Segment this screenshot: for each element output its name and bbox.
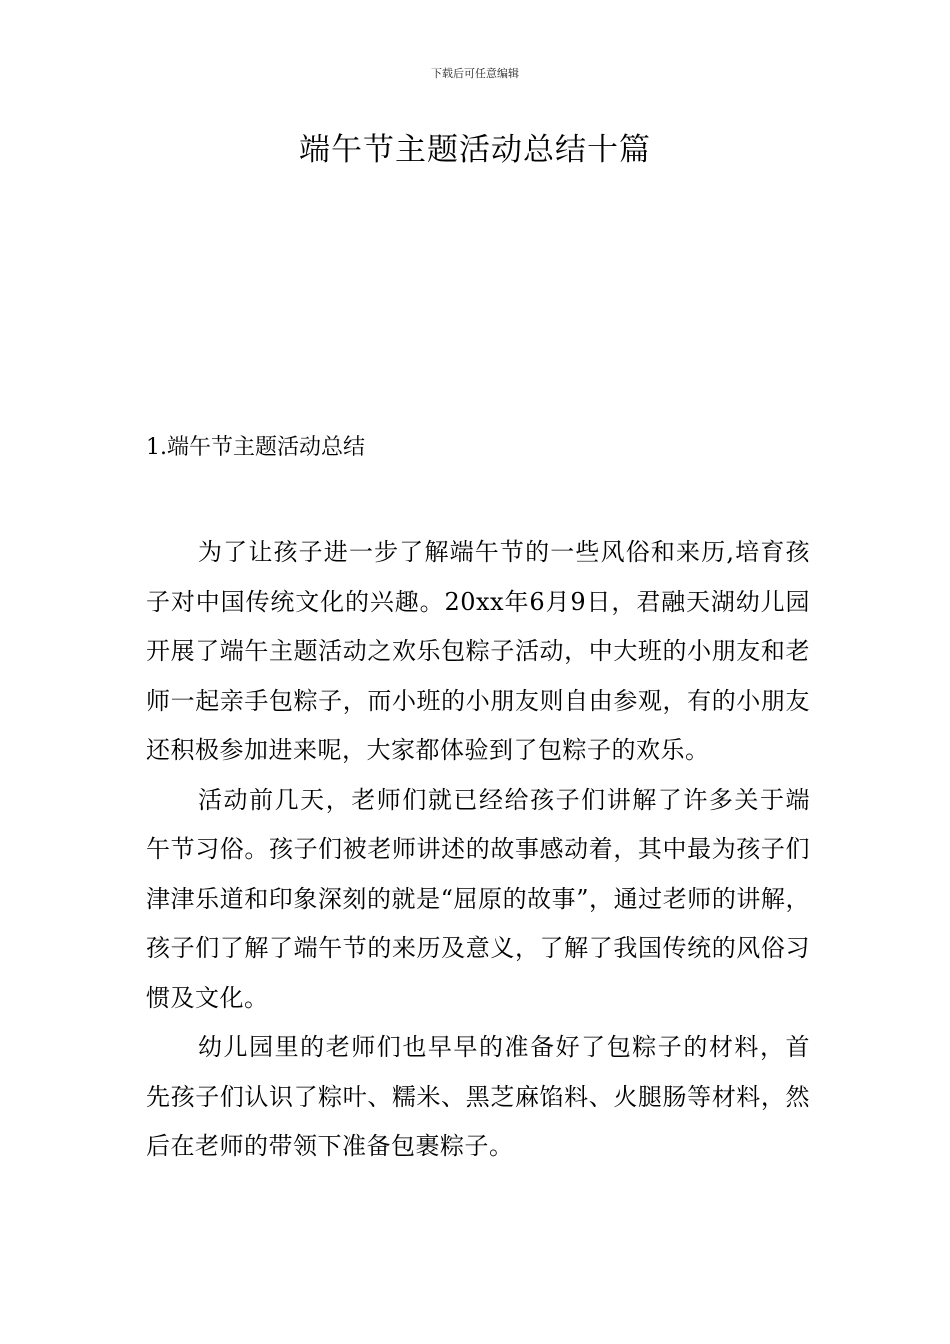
body-text: [146, 528, 810, 1172]
section-heading: 1.端午节主题活动总结: [146, 435, 365, 460]
document-title: 端午节主题活动总结十篇: [299, 132, 651, 168]
paragraph-1: 为了让孩子进一步了解端午节的一些风俗和来历,培育孩子对中国传统文化的兴趣。20xx年6月9日，君融天湖幼儿园开展了端午主题活动之欢乐包粽子活动，中大班的小朋友和老师一起亲手包粽子，而小班的小朋友则自由参观，有的小朋友还积极参加进来呢，大家都体验到了包粽子的欢乐。: [146, 538, 810, 764]
paragraph-3: 幼儿园里的老师们也早早的准备好了包粽子的材料，首先孩子们认识了粽叶、糯米、黑芝麻馅料、火腿肠等材料，然后在老师的带领下准备包裹粽子。: [146, 1033, 810, 1160]
page-header-note: 下载后可任意编辑: [431, 67, 519, 80]
paragraph-2: 活动前几天，老师们就已经给孩子们讲解了许多关于端午节习俗。孩子们被老师讲述的故事感动着，其中最为孩子们津津乐道和印象深刻的就是“屈原的故事”，通过老师的讲解，孩子们了解了端午节的来历及意义，了解了我国传统的风俗习惯及文化。: [146, 785, 810, 1012]
